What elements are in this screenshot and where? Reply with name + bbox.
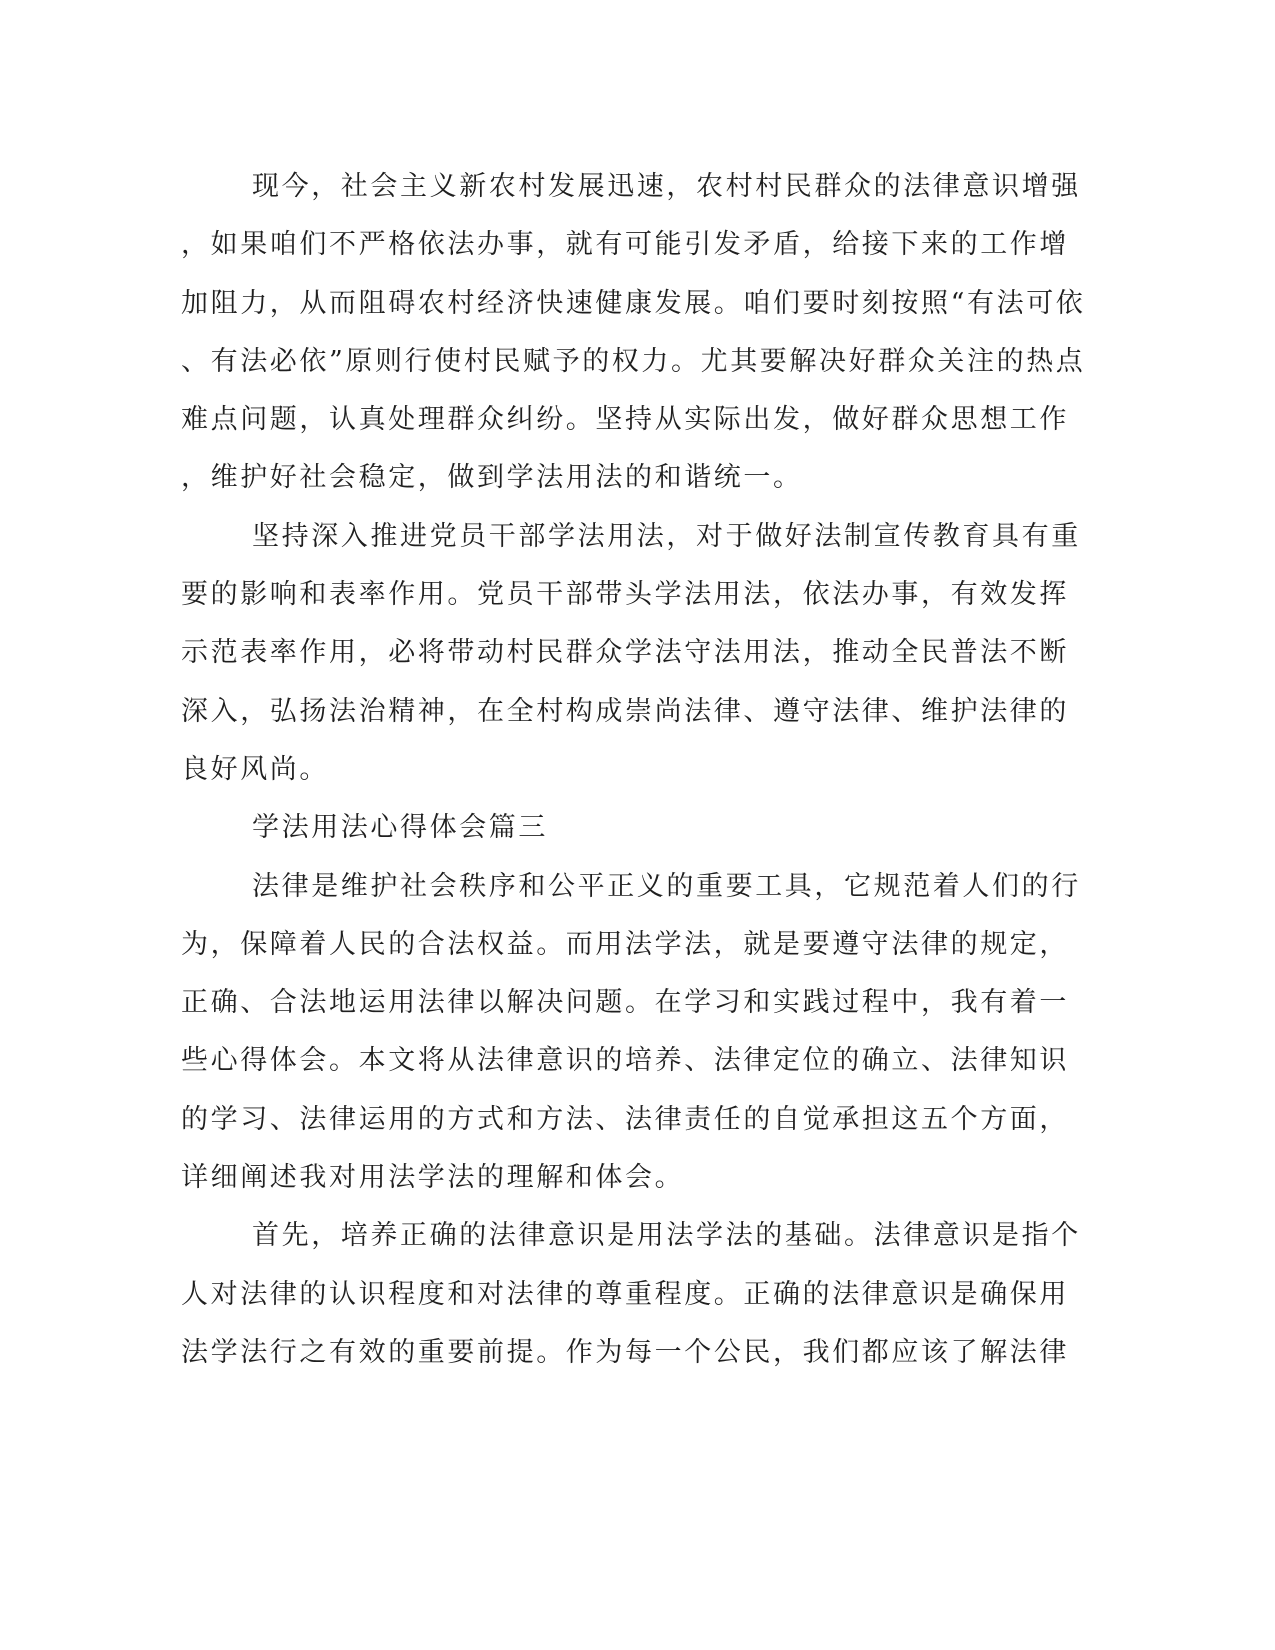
text-line: ，维护好社会稳定，做到学法用法的和谐统一。 (181, 462, 803, 494)
text-line: 难点问题，认真处理群众纠纷。坚持从实际出发，做好群众思想工作 (181, 404, 1069, 436)
text-line: 些心得体会。本文将从法律意识的培养、法律定位的确立、法律知识 (181, 1045, 1069, 1077)
text-line: 、有法必依”原则行使村民赋予的权力。尤其要解决好群众关注的热点 (181, 345, 1086, 377)
text-line: 示范表率作用，必将带动村民群众学法守法用法，推动全民普法不断 (181, 637, 1069, 669)
text-line: ，如果咱们不严格依法办事，就有可能引发矛盾，给接下来的工作增 (181, 229, 1069, 261)
document-body (181, 158, 1086, 1382)
section-heading: 学法用法心得体会篇三 (252, 812, 548, 844)
text-line: 的学习、法律运用的方式和方法、法律责任的自觉承担这五个方面， (181, 1103, 1069, 1135)
text-line: 首先，培养正确的法律意识是用法学法的基础。法律意识是指个 (252, 1220, 1081, 1252)
text-line: 坚持深入推进党员干部学法用法，对于做好法制宣传教育具有重 (252, 520, 1081, 552)
text-line: 良好风尚。 (181, 753, 329, 785)
text-line: 要的影响和表率作用。党员干部带头学法用法，依法办事，有效发挥 (181, 579, 1069, 611)
text-line: 为，保障着人民的合法权益。而用法学法，就是要遵守法律的规定， (181, 928, 1069, 960)
text-line: 现今，社会主义新农村发展迅速，农村村民群众的法律意识增强 (252, 171, 1081, 202)
text-line: 深入，弘扬法治精神，在全村构成崇尚法律、遵守法律、维护法律的 (181, 695, 1069, 727)
text-line: 法律是维护社会秩序和公平正义的重要工具，它规范着人们的行 (252, 870, 1081, 902)
text-line: 人对法律的认识程度和对法律的尊重程度。正确的法律意识是确保用 (181, 1278, 1069, 1310)
text-line: 法学法行之有效的重要前提。作为每一个公民，我们都应该了解法律 (181, 1336, 1069, 1368)
text-line: 加阻力，从而阻碍农村经济快速健康发展。咱们要时刻按照“有法可依 (181, 287, 1086, 319)
text-line: 详细阐述我对用法学法的理解和体会。 (181, 1162, 685, 1194)
text-line: 正确、合法地运用法律以解决问题。在学习和实践过程中，我有着一 (181, 987, 1069, 1019)
